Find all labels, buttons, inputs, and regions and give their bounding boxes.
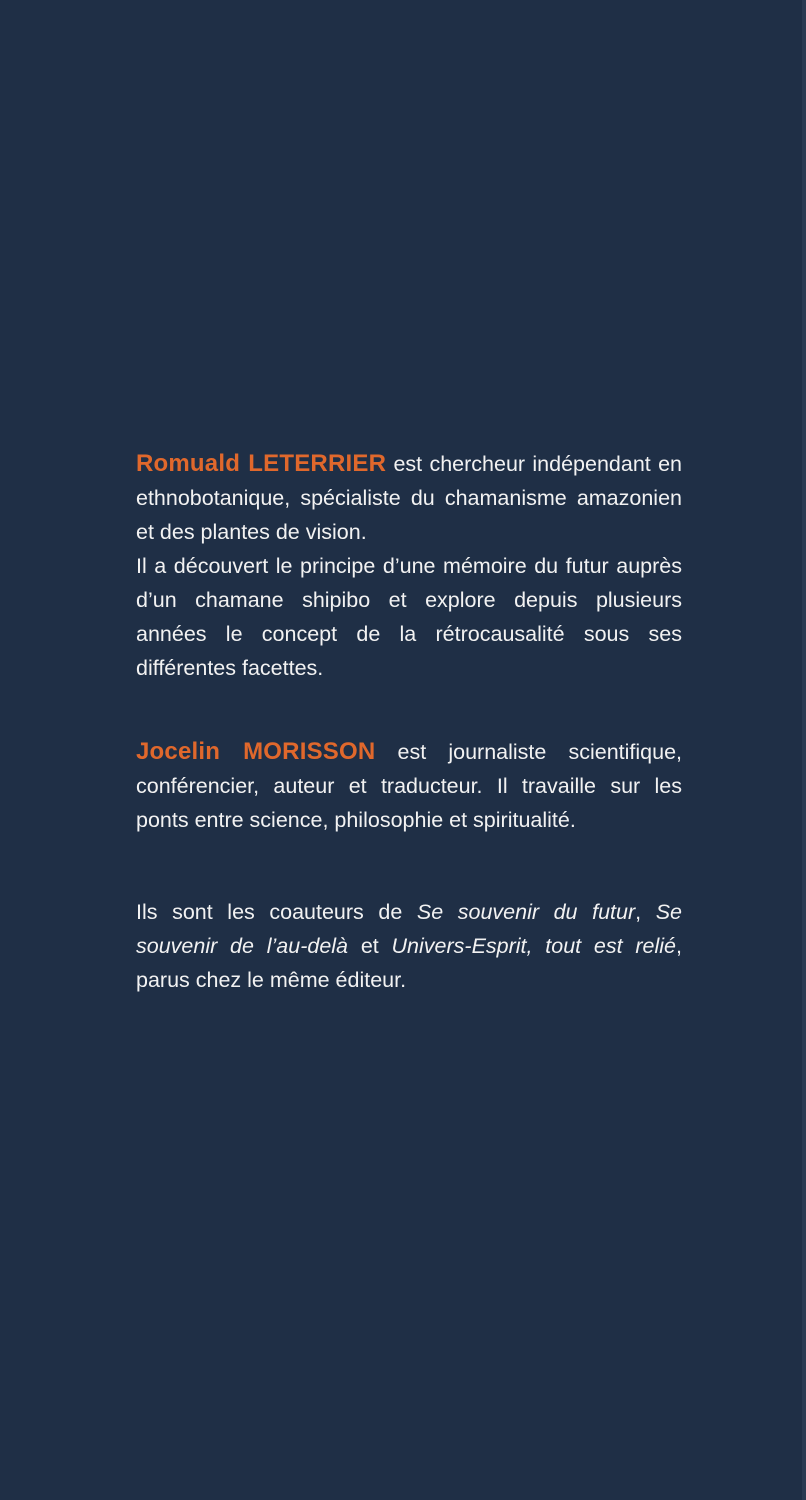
author-bio-morisson <box>136 735 682 837</box>
bio-leterrier-text: est chercheur indépendant en ethnobotanique, spécialiste du chamanisme amazonien et des plantes de vision. <box>136 452 682 544</box>
book-title-1: Se souvenir du futur <box>416 900 636 924</box>
book-title-3: Univers-Esprit, tout est relié <box>391 934 677 958</box>
book-title-2: Se souvenir de l’au-delà <box>136 900 682 958</box>
author-bio-leterrier-continued: Il a découvert le principe d’une mémoire du futur auprès d’un chamane shipibo et explore depuis plusieurs années le concept de la rétrocausalité sous ses différentes facettes. <box>136 554 682 680</box>
bio-morisson-text: est journaliste scientifique, conférencier, auteur et traducteur. Il travaille sur les ponts entre science, philosophie et spiritualité. <box>136 740 682 832</box>
author-name-morisson: Jocelin MORISSON <box>136 738 376 765</box>
coauthors-note: Ils sont les coauteurs de Se souvenir du futur, Se souvenir de l’au-delà et Univers-Esprit, tout est relié, parus chez le même éditeur. <box>136 900 682 992</box>
back-cover-text <box>136 447 682 997</box>
author-name-leterrier: Romuald LETERRIER <box>136 450 387 477</box>
cover-edge <box>802 0 806 1500</box>
author-bio-leterrier <box>136 447 682 549</box>
